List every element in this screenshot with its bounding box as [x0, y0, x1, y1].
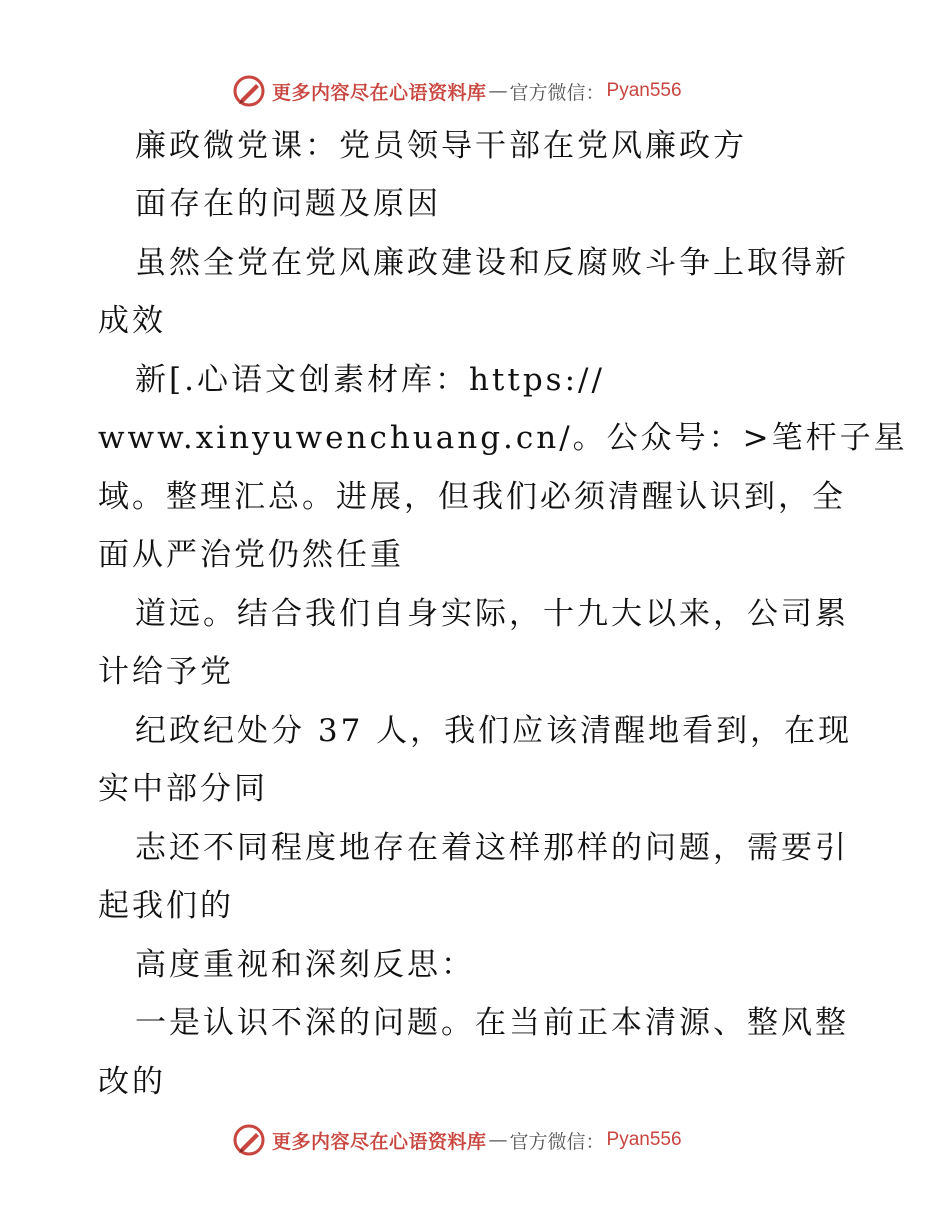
body-line: 起我们的 — [98, 888, 234, 924]
banner-title: 更多内容尽在心语资料库 — [272, 81, 487, 104]
body-line: www.xinyuwenchuang.cn/。公众号：>笔杆子星 — [98, 420, 908, 456]
banner-wechat-id: Pyan556 — [606, 1129, 682, 1150]
banner-wechat-label: 官方微信： — [509, 81, 605, 104]
pen-logo-icon — [232, 74, 266, 108]
body-line: 道远。结合我们自身实际，十九大以来，公司累 — [135, 596, 849, 632]
body-line: 高度重视和深刻反思： — [135, 947, 475, 983]
body-line: 计给予党 — [98, 654, 234, 690]
banner-wechat-id: Pyan556 — [606, 80, 682, 101]
header-banner — [232, 71, 752, 111]
footer-banner — [232, 1120, 752, 1160]
body-line: 一是认识不深的问题。在当前正本清源、整风整 — [135, 1005, 849, 1041]
body-line: 虽然全党在党风廉政建设和反腐败斗争上取得新 — [135, 245, 849, 281]
banner-separator: — — [488, 1129, 508, 1151]
pen-logo-icon — [232, 1123, 266, 1157]
body-line: 改的 — [98, 1064, 166, 1100]
body-line: 实中部分同 — [98, 771, 268, 807]
body-line: 纪政纪处分 37 人，我们应该清醒地看到，在现 — [135, 713, 853, 749]
title-line-2: 面存在的问题及原因 — [135, 186, 441, 222]
body-line: 志还不同程度地存在着这样那样的问题，需要引 — [135, 830, 849, 866]
banner-title: 更多内容尽在心语资料库 — [272, 1130, 487, 1153]
title-line-1: 廉政微党课：党员领导干部在党风廉政方 — [135, 128, 747, 164]
body-line: 面从严治党仍然任重 — [98, 537, 404, 573]
body-line: 成效 — [98, 303, 166, 339]
body-line: 新[.心语文创素材库：https:// — [135, 362, 605, 398]
body-line: 域。整理汇总。进展，但我们必须清醒认识到，全 — [98, 479, 846, 515]
banner-wechat-label: 官方微信： — [509, 1130, 605, 1153]
banner-separator: — — [488, 80, 508, 102]
